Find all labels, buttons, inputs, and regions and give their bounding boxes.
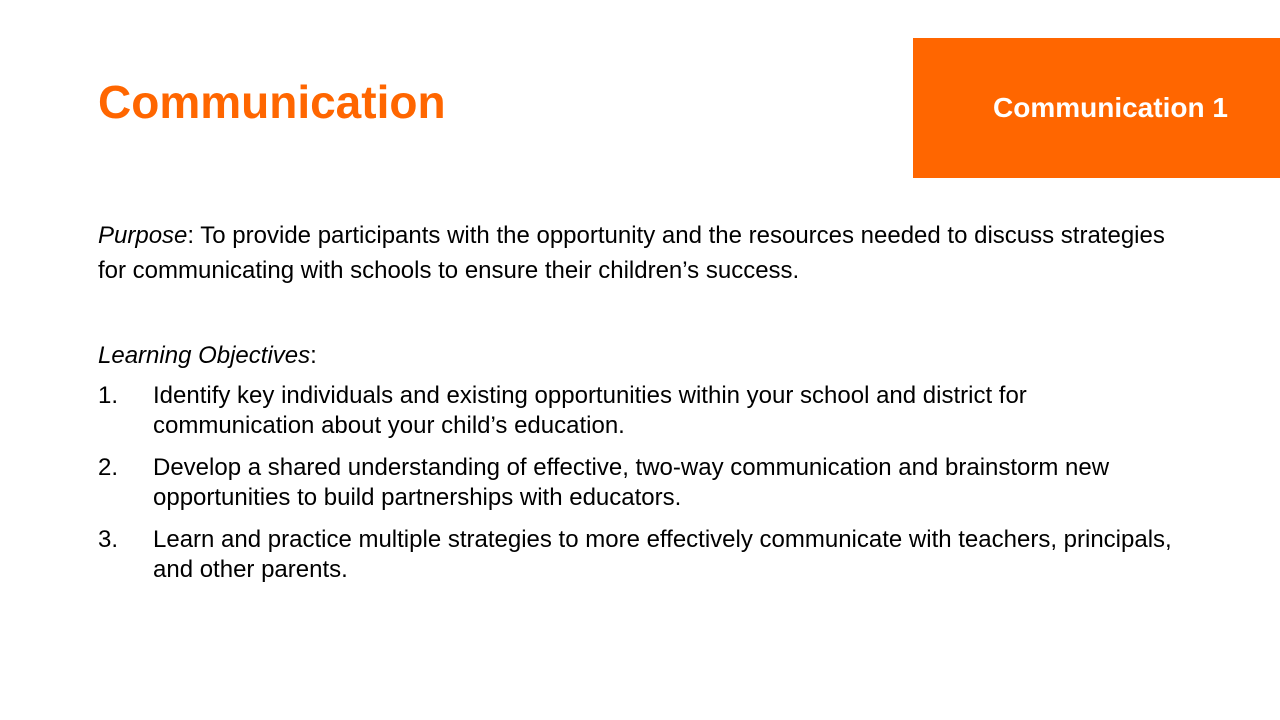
- objective-number: 3.: [98, 526, 119, 553]
- section-tag: [913, 38, 1280, 178]
- objective-text: Identify key individuals and existing opportunities within your school and district for communication about your child’s education.: [153, 382, 1027, 439]
- objective-text: Learn and practice multiple strategies to more effectively communicate with teachers, principals, and other parents.: [153, 526, 1172, 583]
- objective-text: Develop a shared understanding of effective, two-way communication and brainstorm new opportunities to build partnerships with educators.: [153, 454, 1110, 511]
- objectives-list: [98, 381, 1188, 585]
- purpose-label: Purpose: [98, 222, 188, 249]
- objective-number: 2.: [98, 454, 119, 481]
- objective-item-2: [98, 453, 1188, 513]
- objectives-heading: [98, 338, 1188, 373]
- purpose-text: : To provide participants with the opportunity and the resources needed to discuss strategies for communicating with schools to ensure their children’s success.: [98, 222, 1165, 284]
- slide-title: Communication: [98, 76, 446, 128]
- purpose-paragraph: [98, 218, 1188, 288]
- objective-item-1: [98, 381, 1188, 441]
- slide-content: [98, 218, 1188, 597]
- objectives-heading-suffix: :: [310, 342, 317, 369]
- section-tag-label: Communication 1: [993, 92, 1228, 123]
- objective-number: 1.: [98, 382, 119, 409]
- objectives-heading-label: Learning Objectives: [98, 342, 311, 369]
- objective-item-3: [98, 525, 1188, 585]
